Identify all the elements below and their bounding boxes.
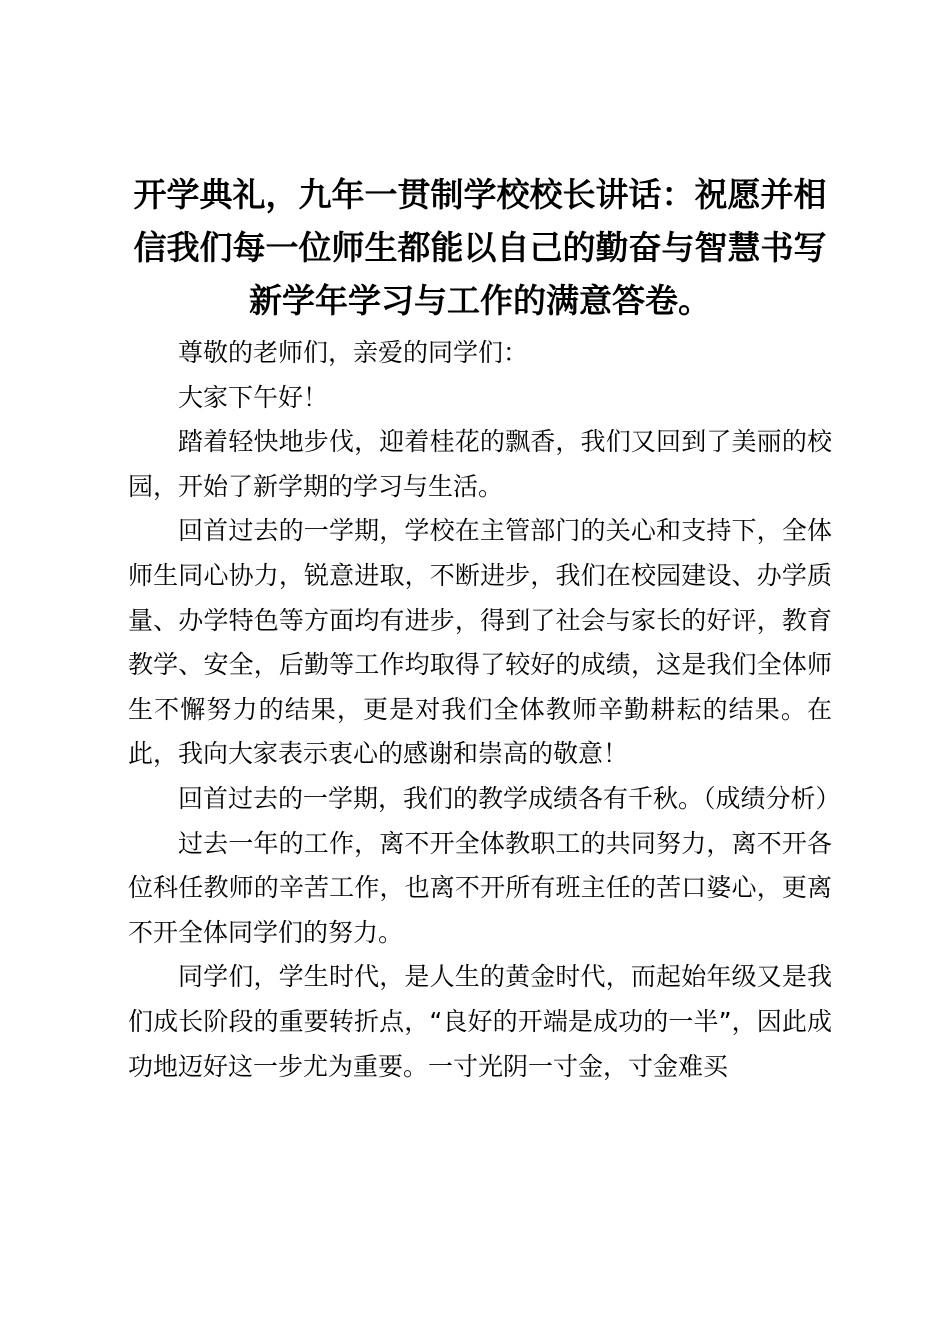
paragraph-review: 回首过去的一学期，学校在主管部门的关心和支持下，全体师生同心协力，锐意进取，不断进步，我们在校园建设、办学质量、办学特色等方面均有进步，得到了社会与家长的好评，教育教学、安全，后勤等工作均取得了较好的成绩，这是我们全体师生不懈努力的结果，更是对我们全体教师辛勤耕耘的结果。在此，我向大家表示衷心的感谢和崇高的敬意！ xyxy=(128,516,832,769)
paragraph-greeting: 尊敬的老师们，亲爱的同学们： xyxy=(178,338,529,367)
paragraph-students: 同学们，学生时代，是人生的黄金时代，而起始年级又是我们成长阶段的重要转折点，“良好的开端是成功的一半”，因此成功地迈好这一步尤为重要。一寸光阴一寸金，寸金难买 xyxy=(128,962,832,1081)
paragraph-results: 回首过去的一学期，我们的教学成绩各有千秋。（成绩分析） xyxy=(178,783,841,813)
document-title: 开学典礼，九年一贯制学校校长讲话：祝愿并相信我们每一位师生都能以自己的勤奋与智慧书写新学年学习与工作的满意答卷。 xyxy=(133,175,827,320)
document-page xyxy=(128,168,841,1089)
paragraph-opening: 踏着轻快地步伐，迎着桂花的飘香，我们又回到了美丽的校园，开始了新学期的学习与生活。 xyxy=(128,427,832,501)
paragraph-thanks: 过去一年的工作，离不开全体教职工的共同努力，离不开各位科任教师的辛苦工作，也离不开所有班主任的苦口婆心，更离不开全体同学们的努力。 xyxy=(128,828,832,947)
paragraph-hello: 大家下午好！ xyxy=(178,382,329,412)
